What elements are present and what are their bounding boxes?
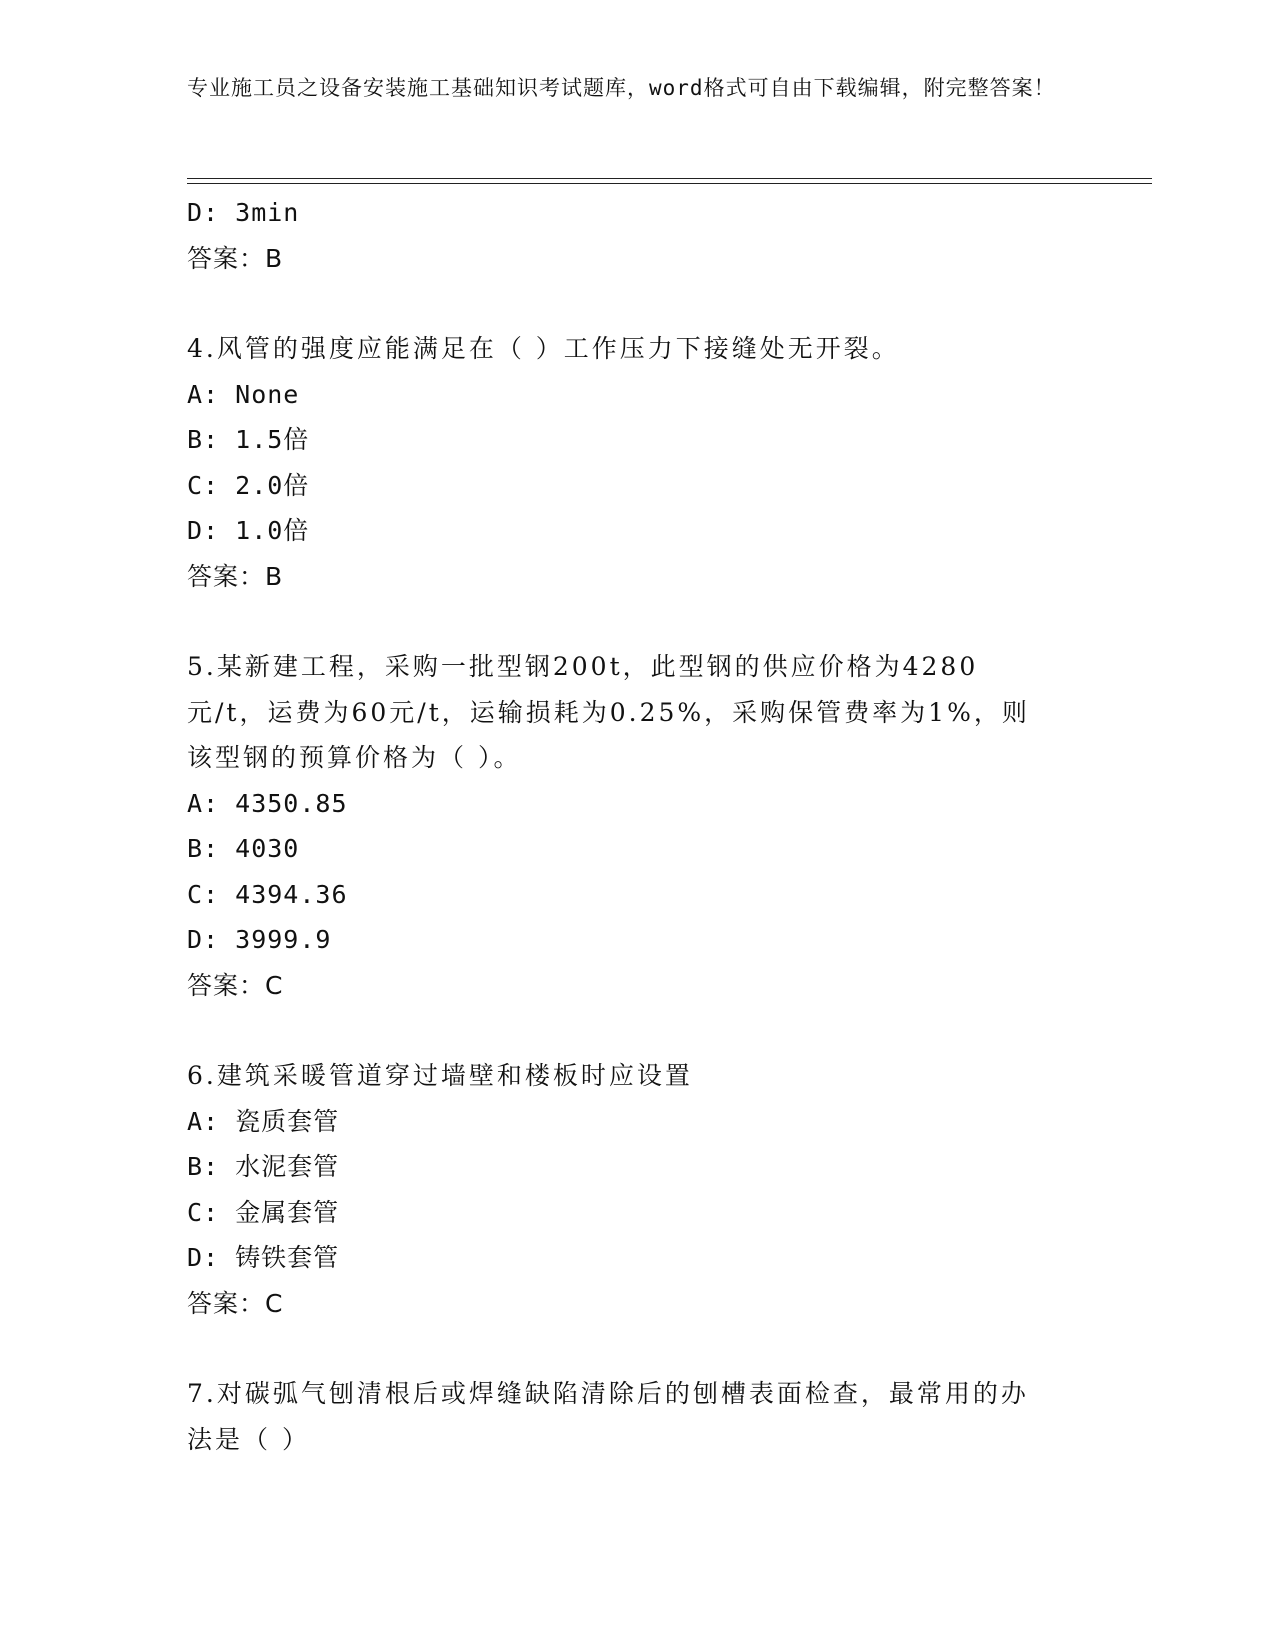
answer-prev: 答案：B xyxy=(187,243,284,273)
option-b: B: 4030 xyxy=(187,834,300,863)
question-text: 4.风管的强度应能满足在（ ）工作压力下接缝处无开裂。 xyxy=(187,334,900,363)
answer: 答案：B xyxy=(187,561,284,591)
option-c: C: 金属套管 xyxy=(187,1197,340,1227)
question-text: 6.建筑采暖管道穿过墙壁和楼板时应设置 xyxy=(187,1061,693,1090)
question-4 xyxy=(187,326,1087,599)
question-text: 7.对碳弧气刨清根后或焊缝缺陷清除后的刨槽表面检查，最常用的办法是（ ） xyxy=(187,1379,1029,1454)
page-header: 专业施工员之设备安装施工基础知识考试题库，word格式可自由下载编辑，附完整答案！ xyxy=(187,76,1056,100)
option-c: C: 2.0倍 xyxy=(187,470,310,500)
option-d: D: 铸铁套管 xyxy=(187,1243,340,1272)
option-d: D: 1.0倍 xyxy=(187,516,310,545)
header-rule-top xyxy=(187,178,1152,179)
option-a: A: 4350.85 xyxy=(187,788,348,818)
question-list xyxy=(187,190,1087,1462)
option-c: C: 4394.36 xyxy=(187,879,348,909)
option-b: B: 水泥套管 xyxy=(187,1152,340,1181)
option-d: D: 3999.9 xyxy=(187,925,332,954)
answer: 答案：C xyxy=(187,1288,284,1318)
question-6 xyxy=(187,1053,1087,1326)
option-a: A: 瓷质套管 xyxy=(187,1106,340,1136)
question-5 xyxy=(187,644,1087,1008)
option-d-prev: D: 3min xyxy=(187,198,300,227)
question-text: 5.某新建工程，采购一批型钢200t，此型钢的供应价格为4280元/t，运费为60元/t，运输损耗为0.25%，采购保管费率为1%，则该型钢的预算价格为（ ）。 xyxy=(187,652,1030,772)
question-7 xyxy=(187,1371,1087,1462)
option-b: B: 1.5倍 xyxy=(187,425,310,454)
option-a: A: None xyxy=(187,379,300,409)
header-rule-bottom xyxy=(187,183,1152,184)
answer: 答案：C xyxy=(187,970,284,1000)
